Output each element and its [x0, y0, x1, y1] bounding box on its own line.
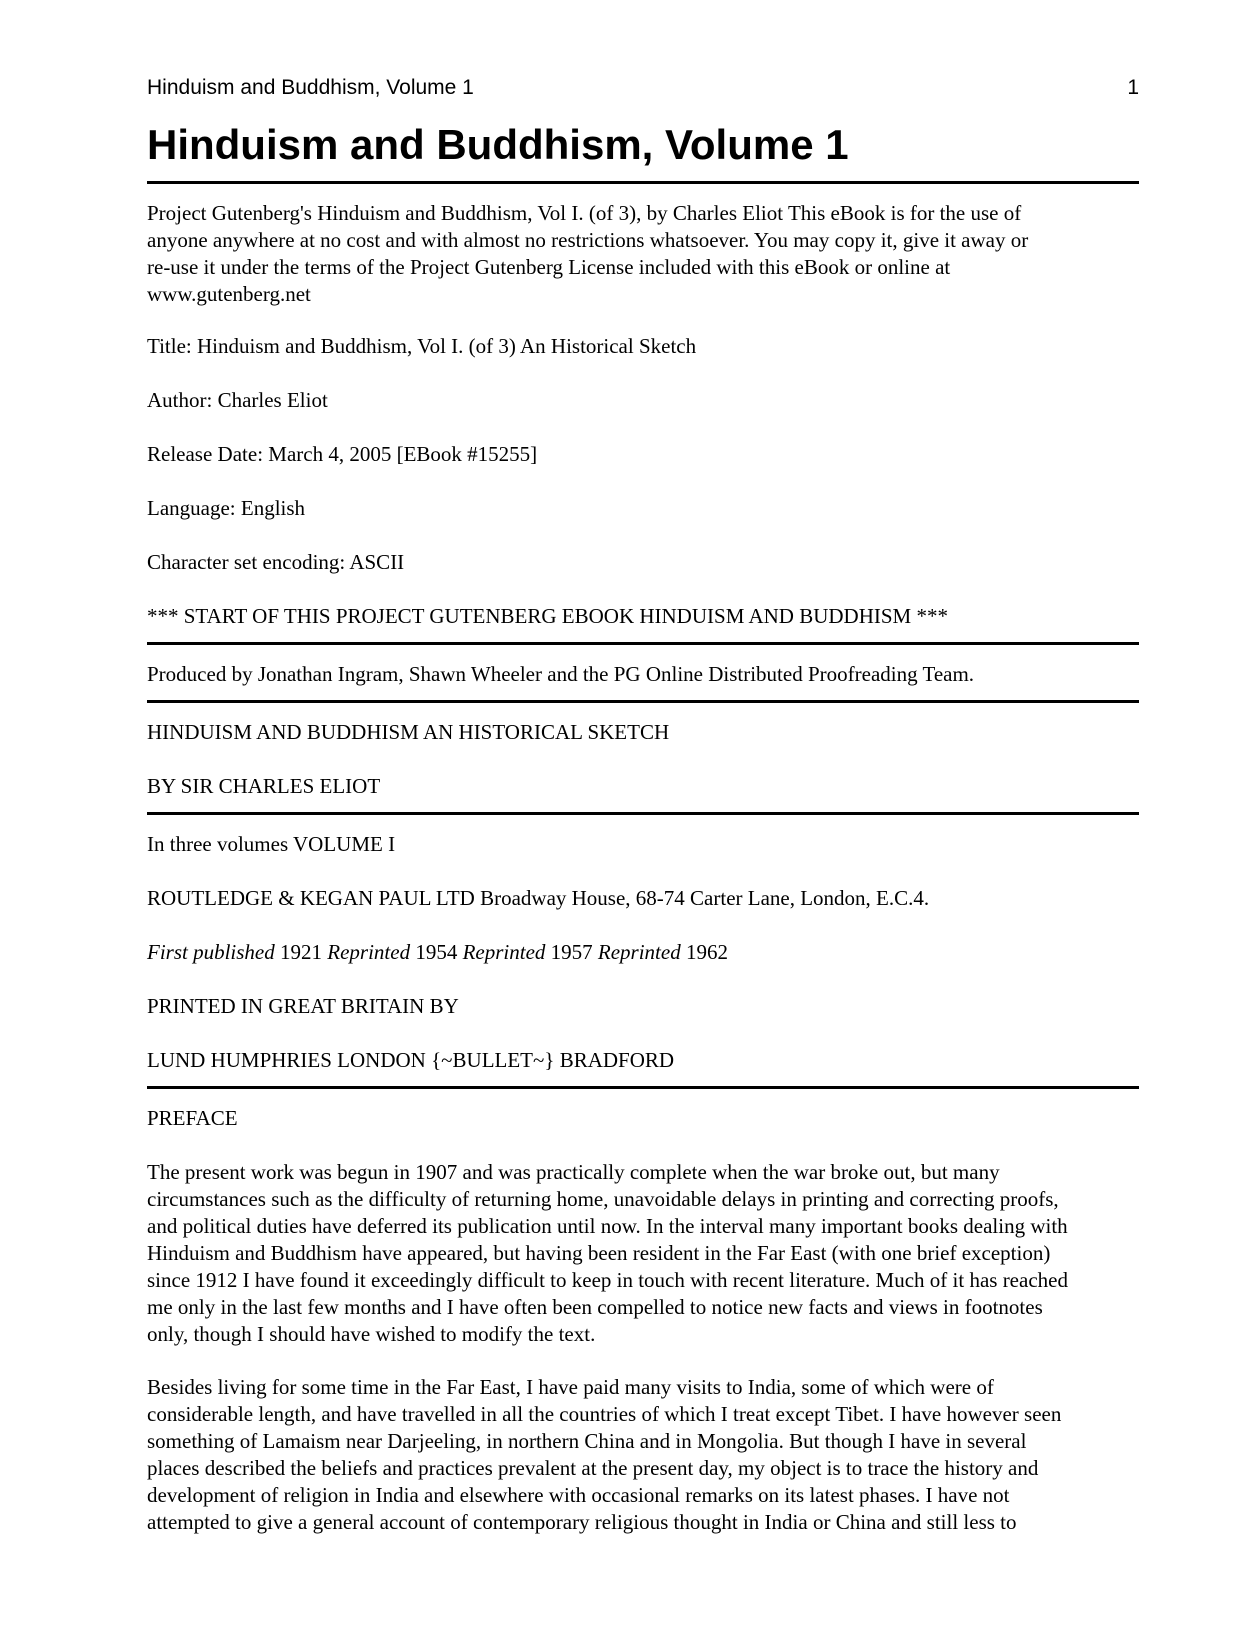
intro-link[interactable]: www.gutenberg.net	[147, 282, 311, 306]
meta-language: Language: English	[147, 496, 306, 520]
section-rule	[147, 700, 1139, 703]
byline: BY SIR CHARLES ELIOT	[147, 774, 381, 798]
meta-encoding: Character set encoding: ASCII	[147, 550, 405, 574]
meta-title: Title: Hinduism and Buddhism, Vol I. (of 3) An Historical Sketch	[147, 334, 697, 358]
preface-paragraph-1: The present work was begun in 1907 and was practically complete when the war broke out, but many circumstances such as the difficulty of returning home, unavoidable delays in printing and correcting proofs, and political duties have deferred its publication until now. In the interval many important books dealing with Hinduism and Buddhism have appeared, but having been resident in the Far East (with one brief exception) since 1912 I have found it exceedingly difficult to keep in touch with recent literature. Much of it has reached me only in the last few months and I have often been compelled to notice new facts and views in footnotes only, though I should have wished to modify the text.	[147, 1160, 1068, 1346]
preface-paragraph-2: Besides living for some time in the Far East, I have paid many visits to India, some of which were of considerable length, and have travelled in all the countries of which I treat except Tibet. I have however seen something of Lamaism near Darjeeling, in northern China and in Mongolia. But though I have in several places described the beliefs and practices prevalent at the present day, my object is to trace the history and development of religion in India and elsewhere with occasional remarks on its latest phases. I have not attempted to give a general account of contemporary religious thought in India or China and still less to	[147, 1375, 1062, 1534]
running-header-title: Hinduism and Buddhism, Volume 1	[147, 76, 474, 99]
produced-by: Produced by Jonathan Ingram, Shawn Wheeler and the PG Online Distributed Proofreading Team.	[147, 662, 975, 686]
section-rule	[147, 642, 1139, 645]
printer-line: LUND HUMPHRIES LONDON {~BULLET~} BRADFORD	[147, 1048, 675, 1072]
volume-line: In three volumes VOLUME I	[147, 832, 396, 856]
title-rule	[147, 181, 1139, 184]
section-rule	[147, 812, 1139, 815]
publisher-line: ROUTLEDGE & KEGAN PAUL LTD Broadway House, 68-74 Carter Lane, London, E.C.4.	[147, 886, 930, 910]
publication-history: First published 1921 Reprinted 1954 Reprinted 1957 Reprinted 1962	[147, 940, 728, 964]
section-rule	[147, 1086, 1139, 1089]
running-header	[147, 76, 1139, 100]
page-number: 1	[1127, 76, 1139, 99]
intro-line: re-use it under the terms of the Project Gutenberg License included with this eBook or online at	[147, 255, 951, 279]
book-title: HINDUISM AND BUDDHISM AN HISTORICAL SKETCH	[147, 720, 670, 744]
page-title: Hinduism and Buddhism, Volume 1	[147, 121, 849, 168]
start-marker: *** START OF THIS PROJECT GUTENBERG EBOOK HINDUISM AND BUDDHISM ***	[147, 604, 948, 628]
meta-release-date: Release Date: March 4, 2005 [EBook #15255]	[147, 442, 538, 466]
intro-paragraph	[147, 200, 1139, 308]
intro-line: anyone anywhere at no cost and with almost no restrictions whatsoever. You may copy it, give it away or	[147, 228, 1029, 252]
preface-heading: PREFACE	[147, 1106, 238, 1130]
meta-author: Author: Charles Eliot	[147, 388, 328, 412]
intro-line: Project Gutenberg's Hinduism and Buddhism, Vol I. (of 3), by Charles Eliot This eBook is for the use of	[147, 201, 1022, 225]
printed-line: PRINTED IN GREAT BRITAIN BY	[147, 994, 459, 1018]
